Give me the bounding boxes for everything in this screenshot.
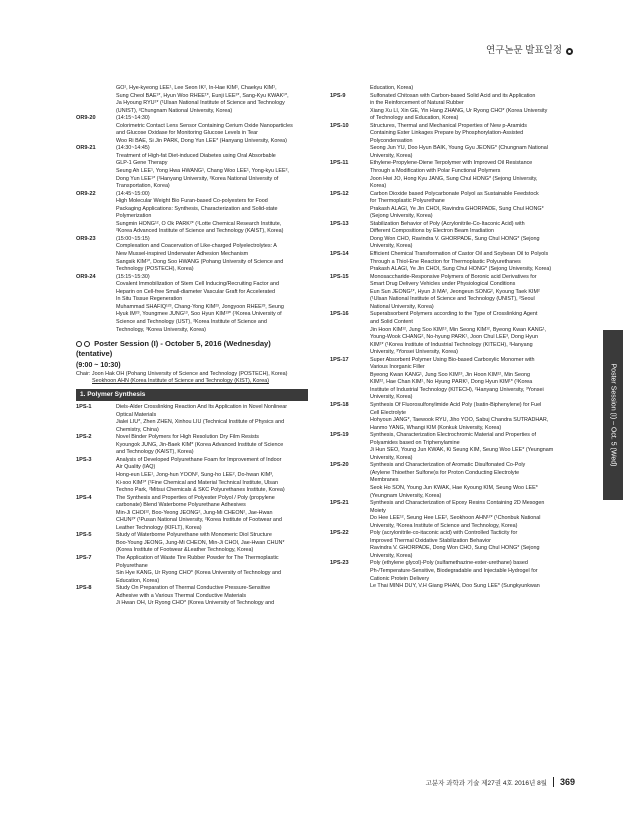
entry-line: KIM¹* (¹Korea Institute of Industrial Technology (KITECH), ²Hanyang (370, 341, 533, 348)
entry-line: Superabsorbent Polymers according to the Type of Crosslinking Agent (370, 311, 538, 318)
entry-code: 1PS-12 (330, 190, 349, 197)
entry-code: 1PS-7 (76, 554, 92, 561)
entry-line: Hohyoun JANG*, Taewook RYU, Jiho YOO, Sabuj Chandra SUTRADHAR, (370, 417, 549, 424)
entry-line: Ph-/Temperature-Sensitive, Biodegradable and Injectable Hydrogel for (370, 568, 538, 574)
session-title (76, 339, 308, 359)
entry-line: Diels-Alder Crosslinking Reaction And Its Application in Novel Nonlinear (116, 404, 288, 411)
chair-line: Chair: Joon Hak OH (Pohang University of Science and Technology (POSTECH), Korea) (76, 371, 288, 378)
program-entry (330, 123, 558, 161)
entry-line: Sangsik KIM¹*, Dong Soo HWANG (Pohang University of Science and (116, 258, 284, 265)
entry-code: 1PS-14 (330, 251, 349, 258)
program-entry (330, 432, 558, 462)
entry-line: Muhammad SHAFIQ¹²³, Chang-Yong KIM²³, Jongyoon RHEE²³, Seung (116, 303, 284, 310)
entry-line: Le Thai MINH DUY, V.H Giang PHAN, Doo Sung LEE* (Sungkyunkwan (370, 583, 540, 590)
program-entry (76, 532, 308, 555)
entry-line: University, Korea) (370, 243, 413, 250)
entry-line: and Technology (KAIST), Korea) (116, 449, 194, 456)
entry-line: (Yeungnam University, Korea) (370, 492, 442, 499)
entry-line: Stabilization Behavior of Poly (Acrylonitrile-Co-Itaconic Acid) with (370, 220, 525, 227)
circle-bullet-icon (84, 341, 90, 347)
entry-line: Kyoungok JUNG, Jin-Baek KIM* (Korea Advanced Institute of Science (116, 441, 284, 448)
entry-line: Do Hee LEE¹², Seung Hee LEE², Seokhoon AHN¹²* (¹Chonbuk National (370, 515, 541, 522)
entry-line: in the Reinforcement of Natural Rubber (370, 100, 464, 107)
entry-line: carbonate) Blend Waterborne Polyurethane Adhesives (116, 502, 246, 509)
footer-journal: 고분자 과학과 기술 제27권 4호 2016년 8월 (425, 780, 547, 787)
entry-line: Ethylene-Propylene-Diene Terpolymer with Improved Oil Resistance (370, 160, 533, 167)
entry-line: Through a Modification with Polar Functional Polymers (370, 168, 501, 175)
entry-code: 1PS-3 (76, 456, 92, 463)
entry-line: Sin Hye KANG, Ur Ryong CHO* (Korea University of Technology and (116, 570, 281, 577)
entry-line: In Situ Tissue Regeneration (116, 296, 183, 303)
entry-line: Monosaccharide-Responsive Polymers of Boronic acid Derivatives for (370, 273, 537, 280)
entry-line: Ji Hun SEO, Young Jun KWAK, Ki Seung KIM, Seung Woo LEE* (Yeungnam (370, 447, 554, 454)
entry-line: Study of Waterborne Polyurethane with Monomeric Diol Structure (116, 532, 272, 539)
program-entry (76, 434, 308, 457)
entry-code: OR9-23 (76, 235, 96, 242)
entry-line: Structures, Thermal and Mechanical Properties of New p-Aramids (370, 122, 527, 129)
entry-line: Polymerization (116, 213, 152, 220)
entry-line: Technology (POSTECH), Korea) (116, 266, 194, 273)
entry-line: Colorimetric Contact Lens Sensor Containing Cerium Oxide Nanoparticles (116, 122, 293, 129)
entry-line: University, Korea) (370, 152, 413, 159)
entry-code: 1PS-5 (76, 532, 92, 539)
entry-line: Study On Preparation of Thermal Conductive Pressure-Sensitive (116, 585, 271, 592)
entry-line: Young-Wook CHANG², No-hyung PARK¹, Joon Chul LEE³, Dong Hyun (370, 334, 538, 341)
entry-line: Sung Cheol BAE¹*, Hyun Woo RHEE¹*, Eunji LEE²*, Sang-Kyu KWAK¹*, (116, 92, 289, 99)
entry-line: University, Korea) (370, 394, 413, 401)
entry-line: Poly (ethylene glycol)-Poly (sulfamethazine-ester-urethane) based (370, 560, 528, 567)
entry-line: (¹Ulsan National Institute of Science and Technology (UNIST), ²Seoul (370, 296, 535, 303)
program-entry (330, 402, 558, 432)
entry-line: Complexation and Coacervation of Like-charged Polyelectrolytes: A (116, 243, 277, 250)
entry-line: Through a Thiol-Ene Reaction for Thermoplastic Polyurethanes (370, 258, 521, 265)
header-title: 연구논문 발표일정 (485, 45, 562, 56)
entry-line: Institute of Industrial Technology (KITECH), ²Hanyang University, ³Yonsei (370, 386, 544, 393)
entry-line: (Arylene Thioether Sulfone)s for Proton Conducting Electrolyte (370, 469, 520, 476)
entry-line: Jin Hoon KIM¹², Jung Soo KIM¹³, Min Seong KIM¹², Byeong Kwan KANG¹, (370, 326, 547, 333)
entry-line: Packaging Applications: Synthesis, Characterization and Solid-state (116, 205, 278, 212)
entry-line: (14:30~14:45) (116, 145, 150, 152)
session-time: (9:00 ~ 10:30) (76, 362, 121, 370)
program-entry (76, 115, 308, 145)
entry-line: Ravindra V. GHORPADE, Dong Won CHO, Sung Chul HONG* (Sejong (370, 545, 540, 552)
entry-line: Technology, ³Korea University, Korea) (116, 326, 206, 333)
entry-line: Synthesis and Characterization of Aromatic Disulfonated Co-Poly (370, 462, 526, 469)
entry-line: (15:00~15:15) (116, 235, 150, 242)
entry-line: (14:45~15:00) (116, 190, 150, 197)
entry-line: Ji Hwan OH, Ur Ryong CHO* (Korea University of Technology and (116, 600, 275, 607)
entry-line: Boo-Young JEONG, Jung-Mi CHEON, Min-Ji CHOI, Jae-Hwan CHUN* (116, 539, 285, 546)
entry-code: 1PS-21 (330, 500, 349, 507)
entry-line: GLP-1 Gene Therapy (116, 160, 168, 167)
entry-line: Prakash ALAGI, Ye Jin CHOI, Sung Chul HONG* (Sejong University, Korea) (370, 266, 552, 273)
entry-line: and Solid Content (370, 318, 413, 325)
entry-line: University, ²Korea Institute of Science and Technology, Korea) (370, 522, 518, 529)
entry-line: Leather Technology (KIFLT), Korea) (116, 524, 202, 531)
entry-line: Treatment of High-fat Diet-induced Diabetes using Oral Absorbable (116, 152, 276, 159)
entry-line: Ja Hyoung RYU¹* (¹Ulsan National Institute of Science and Technology (116, 100, 285, 107)
poster-session-block (76, 339, 308, 401)
entry-line: Synthesis and Characterization of Epoxy Resins Containing 2D Mesogen (370, 500, 545, 507)
entry-line: Dong Won CHO, Ravindra V. GHORPADE, Sung Chul HONG* (Sejong (370, 235, 540, 242)
entry-code: 1PS-16 (330, 311, 349, 318)
entry-line: Science and Technology (UST), ²Korea Institute of Science and (116, 318, 267, 325)
entry-line: Poly (acrylonitrile-co-itaconic acid) with Controlled Tacticity for (370, 530, 518, 537)
entry-line: New Mussel-inspired Underwater Adhesion Mechanism (116, 251, 249, 258)
entry-code: 1PS-2 (76, 434, 92, 441)
entry-line: Xiang Xu LI, Xin GE, Yin Hang ZHANG, Ur Ryong CHO* (Korea University (370, 107, 548, 114)
entry-line: CHUN²* (¹Pusan National University, ²Korea Institute of Footwear and (116, 517, 282, 524)
entry-line: Containing Ester Linkages Prepare by Phosphorylation-Assisted (370, 130, 524, 137)
entry-line: (UNIST), ²Chungnam National University, Korea) (116, 107, 233, 114)
entry-line: for Thermoplastic Polyurethane (370, 198, 445, 205)
program-entry (76, 585, 308, 608)
page-footer (426, 777, 575, 787)
entry-code: 1PS-4 (76, 494, 92, 501)
entry-code: OR9-21 (76, 145, 96, 152)
program-entry (76, 555, 308, 585)
entry-line: Prakash ALAGI, Ye Jin CHOI, Ravindra GHORPADE, Sung Chul HONG* (370, 205, 544, 212)
entry-line: of Technology and Education, Korea) (370, 115, 459, 122)
side-tab-label: Poster Session (I) – Oct. 5 (Wed) (609, 363, 617, 467)
entry-code: 1PS-18 (330, 401, 349, 408)
entry-line: Carbon Dioxide based Polycarbonate Polyol as Sustainable Feedstock (370, 190, 539, 197)
entry-line: (14:15~14:30) (116, 115, 150, 122)
right-list (330, 85, 558, 591)
entry-line: High Molecular Weight Bio Furan-based Co-polyesters for Food (116, 198, 268, 205)
section-banner: 1. Polymer Synthesis (76, 389, 308, 401)
entry-line: ²Korea Advanced Institute of Science and Technology (KAIST), Korea) (116, 228, 284, 235)
left-column (76, 85, 308, 608)
chair-line: Seokhoon AHN (Korea Institute of Science and Technology (KIST), Korea) (92, 378, 269, 385)
entry-line: Techno Park, ²Mitsui Chemicals & SKC Polyurethanes Institute, Korea) (116, 487, 285, 494)
entry-line: Heparin on Cell-free Small-diameter Vascular Graft for Accelerated (116, 288, 275, 295)
session-title-text: Poster Session (I) - October 5, 2016 (Wednesday) (tentative) (76, 339, 271, 359)
entry-code: OR9-22 (76, 190, 96, 197)
entry-line: Joon Hwi JO, Hong Kyu JANG, Sung Chul HONG* (Sejong University, (370, 175, 538, 182)
entry-line: University, ³Yonsei University, Korea) (370, 349, 458, 356)
entry-line: Various Inorganic Filler (370, 364, 425, 371)
right-column (330, 85, 558, 591)
program-entry (330, 500, 558, 530)
entry-code: 1PS-23 (330, 560, 349, 567)
entry-line: Synthesis Of Fluorosulfonylimide Acid Poly (Isatin-Biphenylene) for Fuel (370, 401, 542, 408)
entry-line: Seok Ho SON, Young Jun KWAK, Hae Kyoung KIM, Seung Woo LEE* (370, 484, 538, 491)
entry-line: The Synthesis and Properties of Polyester Polyol / Poly (propylene (116, 494, 275, 501)
entry-line: Sungmin HONG¹², O Ok PARK²* (¹Lotte Chemical Research Institute, (116, 220, 282, 227)
entry-line: University, Korea) (370, 552, 413, 559)
program-entry (330, 221, 558, 251)
entry-line: Dong Yun LEE¹* (¹Hanyang University, ²Korea National University of (116, 175, 279, 182)
entry-code: 1PS-10 (330, 122, 349, 129)
entry-code: 1PS-15 (330, 273, 349, 280)
entry-line: The Application of Waste Tire Rubber Powder for The Thermoplastic (116, 554, 279, 561)
entry-line: (Korea Institute of Footwear &Leather Technology, Korea) (116, 547, 254, 554)
entry-line: Ki-soo KIM¹* (¹Fine Chemical and Material Technical Institute, Ulsan (116, 479, 278, 486)
entry-line: Covalent Immobilization of Stem Cell Inducing/Recruiting Factor and (116, 281, 279, 288)
entry-line: Different Compositions by Electron Beam Irradiation (370, 228, 494, 235)
entry-line: Cell Electrolyte (370, 409, 406, 416)
entry-code: 1PS-8 (76, 585, 92, 592)
entry-line: Jialei LIU*, Zhen ZHEN, Xinhou LIU (Technical Institute of Physics and (116, 419, 285, 426)
program-entry (330, 311, 558, 356)
program-entry (330, 85, 558, 93)
entry-line: Membranes (370, 477, 399, 484)
program-entry (330, 274, 558, 312)
entry-line: Hanmo YANG, Whangi KIM (Konkuk University, Korea) (370, 424, 502, 431)
left-bottom-list (76, 404, 308, 608)
circle-bullet-icon (566, 48, 573, 55)
entry-line: University, Korea) (370, 454, 413, 461)
program-entry (330, 560, 558, 590)
session-chair (76, 371, 308, 385)
entry-line: Novel Binder Polymers for High Resolution Dry Film Resists (116, 434, 259, 441)
entry-line: Transportation, Korea) (116, 183, 170, 190)
entry-line: Smart Drug Delivery Vehicles under Physiological Conditions (370, 281, 516, 288)
entry-code: 1PS-17 (330, 356, 349, 363)
entry-code: 1PS-19 (330, 432, 349, 439)
entry-code: 1PS-20 (330, 462, 349, 469)
entry-line: Byeong Kwan KANG¹, Jung Soo KIM¹³, Jin Hoon KIM¹², Min Seong (370, 371, 530, 378)
program-entry (76, 85, 308, 115)
program-entry (330, 93, 558, 123)
program-entry (76, 404, 308, 434)
entry-code: 1PS-1 (76, 404, 92, 411)
entry-line: Eun Sun JEONG¹*, Hyun Ji MA², Jeongeun SONG², Kyoung Taek KIM² (370, 288, 540, 295)
entry-code: 1PS-22 (330, 530, 349, 537)
entry-line: Hyuk IM²³, Youngmee JUNG¹³, Soo Hyun KIM¹³* (¹Korea University of (116, 311, 282, 318)
page-header (486, 42, 573, 56)
entry-line: Chemistry, China) (116, 426, 159, 433)
entry-line: Polyamides based on Triphenylamine (370, 439, 460, 446)
program-entry (330, 530, 558, 560)
entry-line: Min-Ji CHOI¹², Boo-Yeong JEONG², Jung-Mi CHEON², Jae-Hwan (116, 509, 273, 516)
entry-line: Sulfonated Chitosan with Carbon-based Solid Acid and its Application (370, 92, 536, 99)
program-entry (330, 160, 558, 190)
entry-code: 1PS-11 (330, 160, 349, 167)
program-entry (76, 495, 308, 533)
entry-line: (15:15~15:30) (116, 273, 150, 280)
entry-line: Improved Thermal Oxidative Stabilization Behavior (370, 537, 491, 544)
entry-line: Education, Korea) (116, 577, 160, 584)
program-entry (76, 145, 308, 190)
entry-line: Korea) (370, 183, 387, 190)
program-entry (330, 462, 558, 500)
entry-line: Education, Korea) (370, 85, 414, 91)
entry-line: Synthesis, Characterization Electrochromic Material and Properties of (370, 432, 536, 439)
entry-line: (Sejong University, Korea) (370, 213, 433, 220)
program-entry (330, 191, 558, 221)
program-entry (76, 274, 308, 334)
entry-line: Polycondensation (370, 137, 413, 144)
entry-code: 1PS-9 (330, 92, 346, 99)
entry-line: and Glucose Oxidase for Monitoring Glucose Levels in Tear (116, 130, 258, 137)
entry-line: Super Absorbent Polymer Using Bio-based Carboxylic Monomer with (370, 356, 535, 363)
entry-line: Polyurethane (116, 562, 148, 569)
entry-line: GO¹, Hye-kyeong LEE¹, Lee Seon IK², In-Hae KIM¹, Chaekyu KIM¹, (116, 85, 277, 91)
program-entry (330, 251, 558, 274)
entry-line: Woo Ri BAE, Si Jin PARK, Dong Yun LEE* (Hanyang University, Korea) (116, 137, 287, 144)
program-entry (76, 191, 308, 236)
program-entry (76, 457, 308, 495)
entry-code: OR9-20 (76, 115, 96, 122)
entry-line: Hong-eun LEE¹, Jong-hun YOON², Sung-ho LEE², Do-hwan KIM³, (116, 471, 274, 478)
left-top-list (76, 85, 308, 334)
entry-line: KIM¹², Hae Chan KIM¹, No Hyung PARK¹, Dong Hyun KIM¹* (¹Korea (370, 379, 533, 386)
entry-code: 1PS-13 (330, 220, 349, 227)
entry-line: Efficient Chemical Transformation of Castor Oil and Soybean Oil to Polyols (370, 251, 549, 258)
entry-line: Optical Materials (116, 411, 157, 418)
entry-line: Air Quality (IAQ) (116, 464, 156, 471)
circle-bullet-icon (76, 341, 82, 347)
entry-line: Seong Jun YU, Doo Hyun BAIK, Young Gyu JEONG* (Chungnam National (370, 145, 548, 152)
page-number: 369 (553, 777, 575, 787)
side-tab (603, 330, 623, 500)
program-entry (76, 236, 308, 274)
entry-line: Moiety (370, 507, 386, 514)
entry-line: Analysis of Developed Polyurethane Foam for Improvement of Indoor (116, 456, 282, 463)
program-entry (330, 357, 558, 402)
entry-line: Cationic Protein Delivery (370, 575, 430, 582)
entry-line: Seung Ah LEE¹, Yong Hwa HWANG¹, Chang Woo LEE¹, Yong-kyu LEE², (116, 168, 289, 175)
entry-code: OR9-24 (76, 273, 96, 280)
entry-line: National University, Korea) (370, 303, 434, 310)
entry-line: Adhesive with a Various Thermal Conductive Materials (116, 592, 247, 599)
